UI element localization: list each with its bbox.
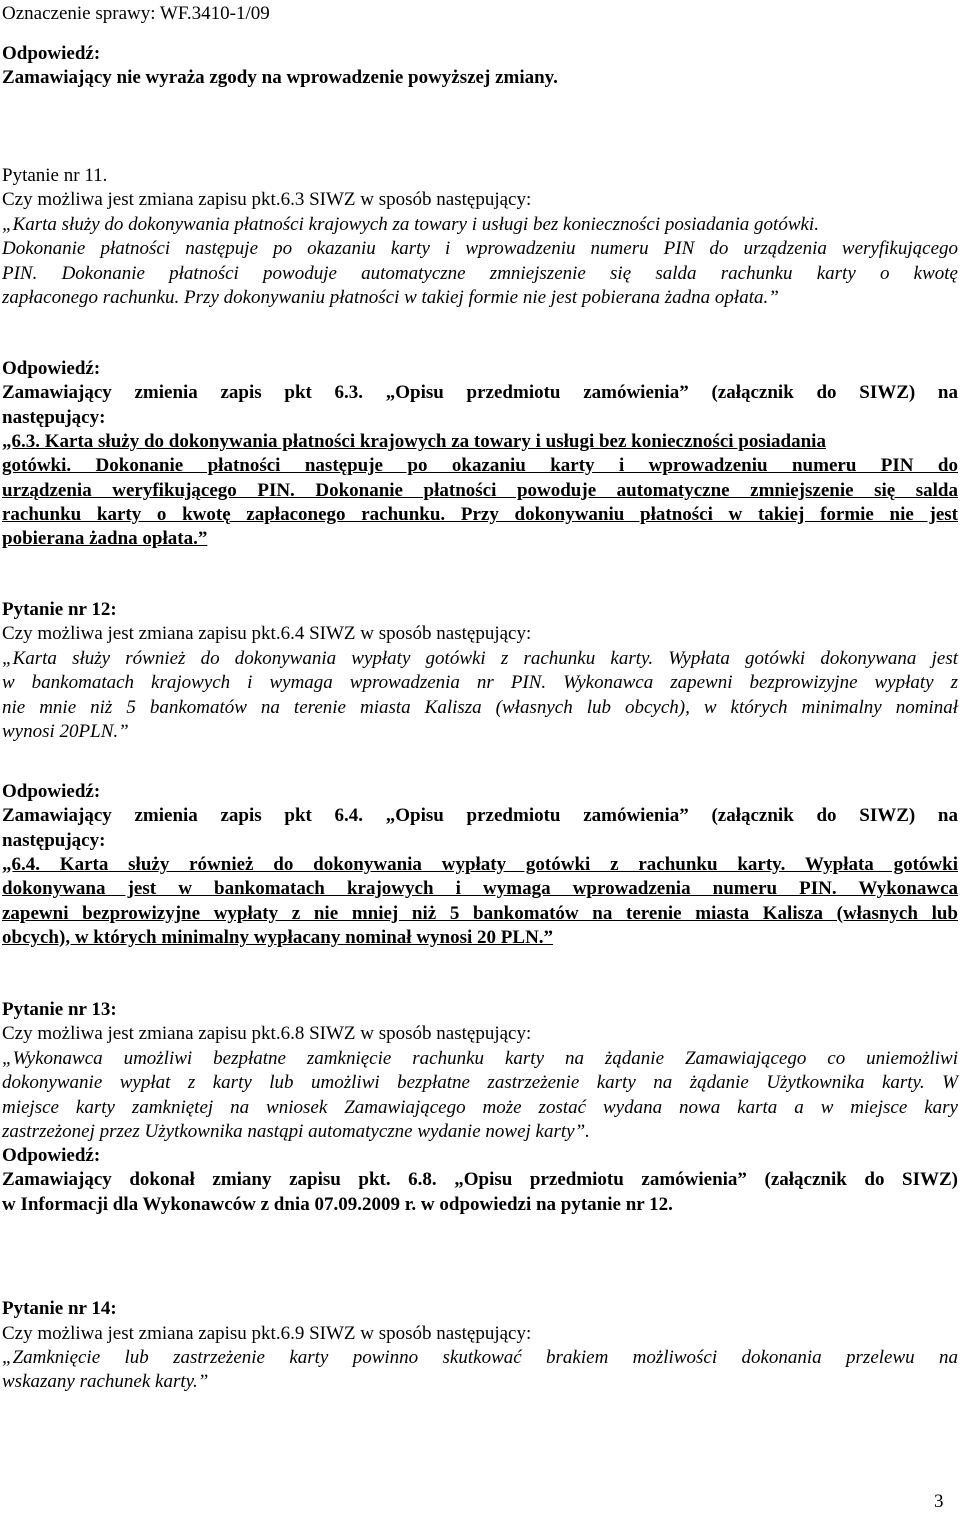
text-line: rachunku karty o kwotę zapłaconego rachunku. Przy dokonywaniu płatności w takiej formie nie jest — [2, 504, 958, 525]
text-line: Odpowiedź: — [2, 43, 101, 64]
text-line: zapewni bezprowizyjne wypłaty z nie mniej niż 5 bankomatów na terenie miasta Kalisza (własnych lub — [2, 903, 958, 924]
text-line: Zamawiający nie wyraża zgody na wprowadzenie powyższej zmiany. — [2, 67, 558, 88]
text-line: Odpowiedź: — [2, 1145, 101, 1166]
text-line: dokonywanie wypłat z karty lub umożliwi bezpłatne zastrzeżenie karty na żądanie Użytkownika karty. W — [2, 1072, 958, 1093]
text-line: wynosi 20PLN.” — [2, 721, 129, 742]
text-line: gotówki. Dokonanie płatności następuje po okazaniu karty i wprowadzeniu numeru PIN do — [2, 455, 958, 476]
text-line: PIN. Dokonanie płatności powoduje automatyczne zmniejszenie się salda rachunku karty o kwotę — [2, 263, 958, 284]
text-line: zapłaconego rachunku. Przy dokonywaniu płatności w takiej formie nie jest pobierana żadna opłata.” — [2, 287, 779, 308]
text-line: dokonywana jest w bankomatach krajowych i wymaga wprowadzenia numeru PIN. Wykonawca — [2, 878, 958, 899]
text-line: Czy możliwa jest zmiana zapisu pkt.6.4 SIWZ w sposób następujący: — [2, 623, 532, 644]
text-line: Czy możliwa jest zmiana zapisu pkt.6.8 SIWZ w sposób następujący: — [2, 1023, 532, 1044]
text-line: wskazany rachunek karty.” — [2, 1371, 209, 1392]
text-line: następujący: — [2, 830, 106, 851]
text-line: „6.3. Karta służy do dokonywania płatności krajowych za towary i usługi bez konieczności posiadania — [2, 431, 826, 452]
text-line: „Wykonawca umożliwi bezpłatne zamknięcie rachunku karty na żądanie Zamawiającego co uniemożliwi — [2, 1048, 958, 1069]
text-line: Dokonanie płatności następuje po okazaniu karty i wprowadzeniu numeru PIN do urządzenia weryfikującego — [2, 238, 958, 259]
text-line: w Informacji dla Wykonawców z dnia 07.09.2009 r. w odpowiedzi na pytanie nr 12. — [2, 1194, 673, 1215]
text-line: Zamawiający zmienia zapis pkt 6.4. „Opisu przedmiotu zamówienia” (załącznik do SIWZ) na — [2, 805, 958, 826]
text-line: „Zamknięcie lub zastrzeżenie karty powinno skutkować brakiem możliwości dokonania przelewu na — [2, 1347, 958, 1368]
text-line: pobierana żadna opłata.” — [2, 528, 208, 549]
text-line: nie mnie niż 5 bankomatów na terenie miasta Kalisza (własnych lub obcych), w których minimalny nominał — [2, 697, 958, 718]
text-line: „Karta służy do dokonywania płatności krajowych za towary i usługi bez konieczności posiadania gotówki. — [2, 214, 819, 235]
text-line: Pytanie nr 14: — [2, 1298, 117, 1319]
text-line: Pytanie nr 11. — [2, 165, 108, 186]
text-line: następujący: — [2, 407, 106, 428]
text-line: zastrzeżonej przez Użytkownika nastąpi automatyczne wydanie nowej karty”. — [2, 1121, 590, 1142]
text-line: w bankomatach krajowych i wymaga wprowadzenia nr PIN. Wykonawca zapewni bezprowizyjne wypłaty z — [2, 672, 958, 693]
text-line: urządzenia weryfikującego PIN. Dokonanie płatności powoduje automatyczne zmniejszenie się salda — [2, 480, 958, 501]
text-line: miejsce karty zamkniętej na wniosek Zamawiającego może zostać wydana nowa karta a w miejsce kary — [2, 1097, 958, 1118]
text-line: Odpowiedź: — [2, 781, 101, 802]
text-line: Czy możliwa jest zmiana zapisu pkt.6.9 SIWZ w sposób następujący: — [2, 1323, 532, 1344]
text-line: Czy możliwa jest zmiana zapisu pkt.6.3 SIWZ w sposób następujący: — [2, 189, 532, 210]
text-line: „Karta służy również do dokonywania wypłaty gotówki z rachunku karty. Wypłata gotówki dokonywana jest — [2, 648, 958, 669]
case-reference-header: Oznaczenie sprawy: WF.3410-1/09 — [2, 3, 270, 24]
text-line: Zamawiający zmienia zapis pkt 6.3. „Opisu przedmiotu zamówienia” (załącznik do SIWZ) na — [2, 382, 958, 403]
text-line: Zamawiający dokonał zmiany zapisu pkt. 6.8. „Opisu przedmiotu zamówienia” (załącznik do SIWZ) — [2, 1169, 958, 1190]
text-line: Odpowiedź: — [2, 358, 101, 379]
text-line: Pytanie nr 13: — [2, 999, 117, 1020]
text-line: Pytanie nr 12: — [2, 599, 117, 620]
page-number: 3 — [934, 1491, 944, 1512]
text-line: obcych), w których minimalny wypłacany nominał wynosi 20 PLN.” — [2, 927, 554, 948]
text-line: „6.4. Karta służy również do dokonywania wypłaty gotówki z rachunku karty. Wypłata gotówki — [2, 854, 958, 875]
